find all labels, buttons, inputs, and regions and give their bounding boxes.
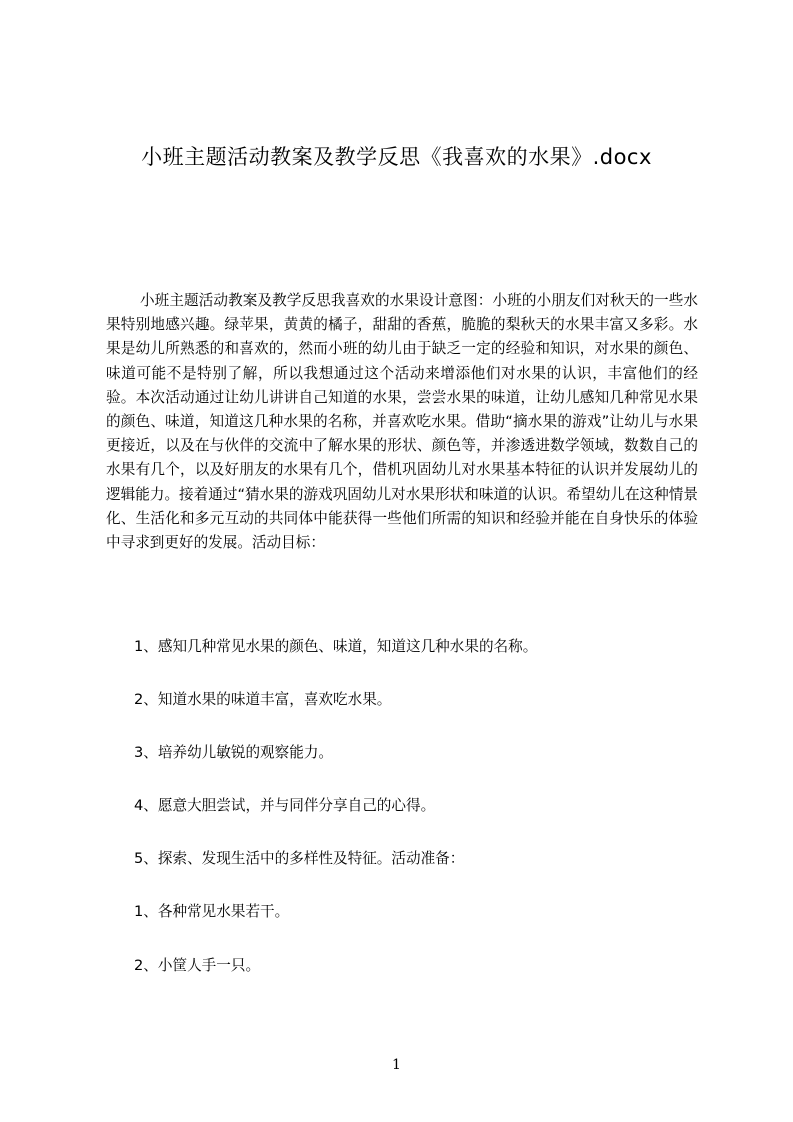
document-title: 小班主题活动教案及教学反思《我喜欢的水果》.docx [141,145,652,169]
list-item: 1、各种常见水果若干。 [134,903,290,920]
body-paragraph: 小班主题活动教案及教学反思我喜欢的水果设计意图：小班的小朋友们对秋天的一些水果特别地感兴趣。绿苹果，黄黄的橘子，甜甜的香蕉，脆脆的梨秋天的水果丰富又多彩。水果是幼儿所熟悉的和喜欢的，然而小班的幼儿由于缺乏一定的经验和知识，对水果的颜色、味道可能不是特别了解，所以我想通过这个活动来增添他们对水果的认识，丰富他们的经验。本次活动通过让幼儿讲讲自己知道的水果，尝尝水果的味道，让幼儿感知几种常见水果的颜色、味道，知道这几种水果的名称，并喜欢吃水果。借助“摘水果的游戏”让幼儿与水果更接近，以及在与伙伴的交流中了解水果的形状、颜色等，并渗透进数学领域，数数自己的水果有几个，以及好朋友的水果有几个，借机巩固幼儿对水果基本特征的认识并发展幼儿的逻辑能力。接着通过“猜水果的游戏巩固幼儿对水果形状和味道的认识。希望幼儿在这种情景化、生活化和多元互动的共同体中能获得一些他们所需的知识和经验并能在自身快乐的体验中寻求到更好的发展。活动目标： [106,292,698,552]
list-item: 2、知道水果的味道丰富，喜欢吃水果。 [134,691,392,708]
page-number: 1 [392,1057,401,1073]
list-item: 5、探索、发现生活中的多样性及特征。活动准备： [134,850,465,867]
list-item: 3、培养幼儿敏锐的观察能力。 [134,744,334,761]
list-item: 2、小筐人手一只。 [134,957,261,974]
list-item: 4、愿意大胆尝试，并与同伴分享自己的心得。 [134,797,436,814]
list-item: 1、感知几种常见水果的颜色、味道，知道这几种水果的名称。 [134,638,538,655]
